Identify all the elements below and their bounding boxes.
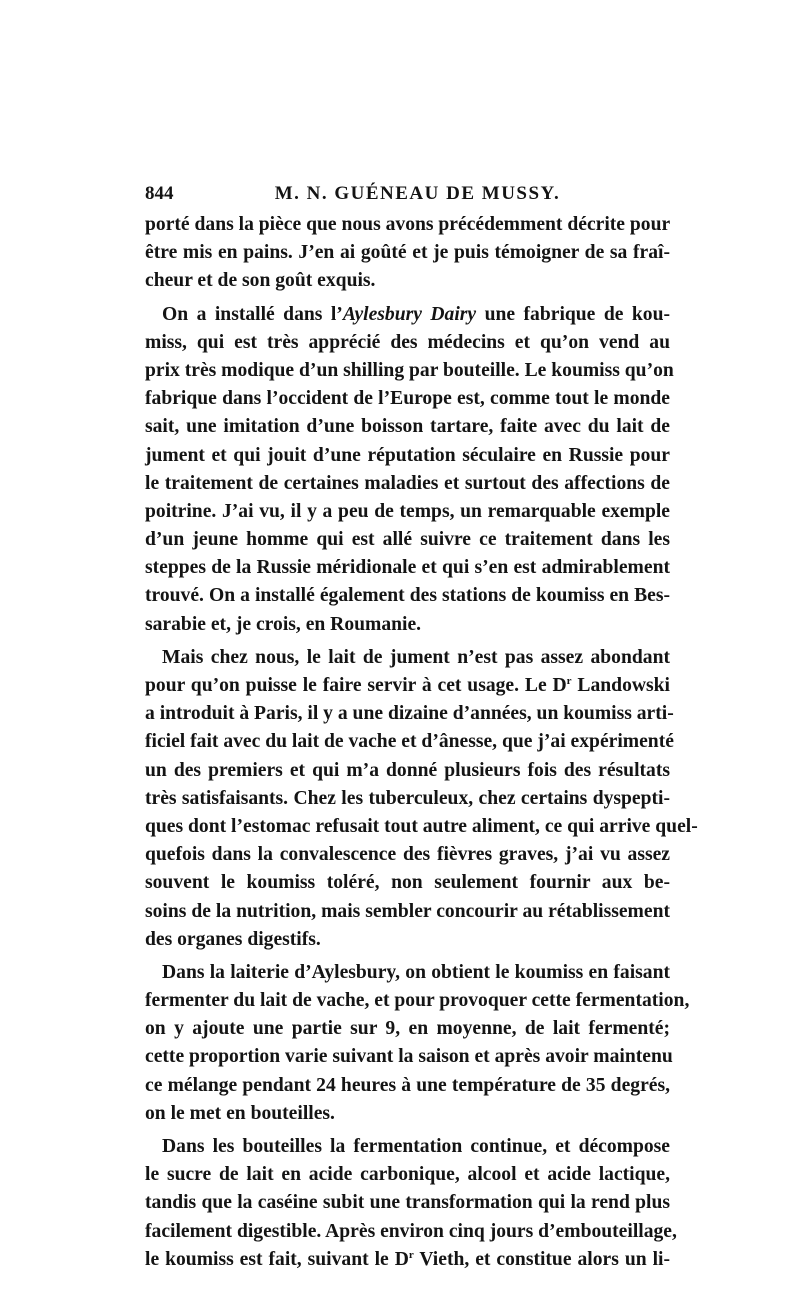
text-line: tandis que la caséine subit une transformation qui la rend plus (145, 1192, 670, 1214)
text-line: soins de la nutrition, mais sembler concourir au rétablissement (145, 900, 670, 922)
text-line: quefois dans la convalescence des fièvres graves, j’ai vu assez (145, 844, 670, 866)
text-line (145, 672, 670, 700)
italic-dairy-name: Aylesbury Dairy (342, 303, 477, 325)
running-head: M. N. GUÉNEAU DE MUSSY. (274, 183, 561, 204)
text-line: cheur et de son goût exquis. (145, 270, 376, 292)
text-line: porté dans la pièce que nous avons précédemment décrite pour (145, 214, 671, 235)
text-fragment: pour qu’on puisse le faire servir à cet usage. Le D (145, 675, 567, 696)
text-fragment: Landowski (571, 675, 670, 696)
text-line: facilement digestible. Après environ cinq jours d’embouteillage, (145, 1220, 677, 1242)
text-line: cette proportion varie suivant la saison et après avoir maintenu (145, 1046, 673, 1068)
text-line: être mis en pains. J’en ai goûté et je puis témoigner de sa fraî- (145, 242, 670, 264)
text-line: des organes digestifs. (145, 928, 321, 950)
text-line: d’un jeune homme qui est allé suivre ce traitement dans les (145, 529, 670, 551)
paragraph-2 (145, 301, 674, 639)
text-line: le sucre de lait en acide carbonique, alcool et acide lactique, (145, 1164, 670, 1186)
paragraph-5 (145, 1133, 677, 1274)
text-line: miss, qui est très apprécié des médecins et qu’on vend au (145, 331, 670, 353)
superscript: r (408, 1248, 414, 1261)
text-line: on le met en bouteilles. (145, 1102, 335, 1124)
text-line: on y ajoute une partie sur 9, en moyenne, de lait fermenté; (145, 1018, 670, 1040)
paragraph-4 (145, 959, 690, 1128)
text-line: souvent le koumiss toléré, non seulement fournir aux be- (145, 872, 670, 894)
text-fragment: On a installé dans l’ (162, 303, 343, 325)
text-line: ficiel fait avec du lait de vache et d’ânesse, que j’ai expérimenté (145, 731, 674, 753)
page-number: 844 (145, 183, 174, 204)
text-line: très satisfaisants. Chez les tuberculeux, chez certains dyspepti- (145, 787, 670, 809)
text-line: Dans la laiterie d’Aylesbury, on obtient le koumiss en faisant (162, 961, 670, 983)
text-line: sarabie et, je crois, en Roumanie. (145, 613, 422, 635)
text-line (145, 301, 670, 329)
text-line: Mais chez nous, le lait de jument n’est pas assez abondant (162, 646, 670, 668)
text-line: Dans les bouteilles la fermentation continue, et décompose (162, 1136, 670, 1157)
text-fragment: Vieth, et constitue alors un li- (413, 1248, 670, 1270)
text-line: sait, une imitation d’une boisson tartare, faite avec du lait de (145, 416, 670, 438)
text-line: prix très modique d’un shilling par bouteille. Le koumiss qu’on (145, 359, 674, 381)
text-fragment: une fabrique de kou- (484, 303, 671, 325)
text-line: ques dont l’estomac refusait tout autre aliment, ce qui arrive quel- (145, 815, 698, 837)
text-line: le traitement de certaines maladies et surtout des affections de (145, 472, 670, 494)
text-line: steppes de la Russie méridionale et qui s’en est admirablement (145, 557, 670, 579)
paragraph-3 (145, 644, 698, 954)
text-line (145, 1246, 670, 1274)
body-text (145, 211, 698, 1274)
text-line: un des premiers et qui m’a donné plusieurs fois des résultats (145, 759, 670, 781)
text-fragment: le koumiss est fait, suivant le D (145, 1248, 409, 1270)
paragraph-1 (145, 211, 670, 296)
page-header (145, 181, 670, 207)
text-line: ce mélange pendant 24 heures à une température de 35 degrés, (145, 1074, 670, 1096)
text-line: trouvé. On a installé également des stations de koumiss en Bes- (145, 585, 670, 607)
text-line: poitrine. J’ai vu, il y a peu de temps, un remarquable exemple (145, 500, 670, 522)
superscript: r (566, 675, 572, 687)
text-line: fabrique dans l’occident de l’Europe est, comme tout le monde (145, 388, 670, 410)
text-line: fermenter du lait de vache, et pour provoquer cette fermentation, (145, 990, 690, 1012)
text-line: jument et qui jouit d’une réputation séculaire en Russie pour (145, 444, 670, 466)
text-line: a introduit à Paris, il y a une dizaine d’années, un koumiss arti- (145, 703, 674, 725)
